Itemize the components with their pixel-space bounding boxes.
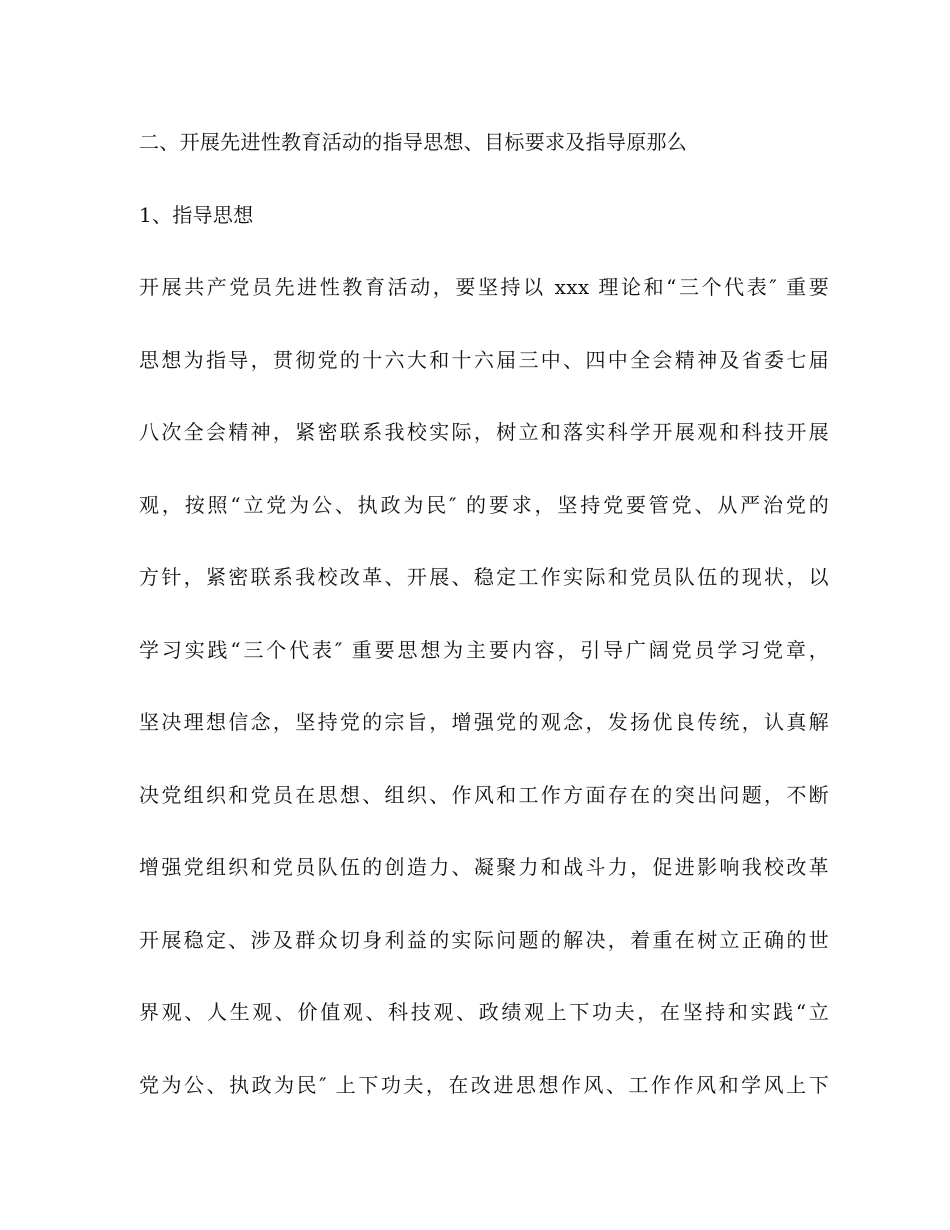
paragraph-line: 方针，紧密联系我校改革、开展、稳定工作实际和党员队伍的现状，以: [139, 565, 829, 589]
paragraph-line: 学习实践“三个代表″ 重要思想为主要内容，引导广阔党员学习党章，: [139, 637, 829, 662]
paragraph-line: 开展稳定、涉及群众切身利益的实际问题的解决，着重在树立正确的世: [139, 927, 829, 952]
paragraph-line: 开展共产党员先进性教育活动，要坚持以 xxx 理论和“三个代表″ 重要: [139, 275, 829, 299]
paragraph-line: 党为公、执政为民″ 上下功夫，在改进思想作风、工作作风和学风上下: [139, 1072, 829, 1097]
paragraph-line: 八次全会精神，紧密联系我校实际，树立和落实科学开展观和科技开展: [139, 420, 829, 444]
paragraph-line: 界观、人生观、价值观、科技观、政绩观上下功夫，在坚持和实践“立: [139, 1000, 829, 1024]
subheading: 1、指导思想: [139, 202, 254, 227]
paragraph-line: 坚决理想信念，坚持党的宗旨，增强党的观念，发扬优良传统，认真解: [139, 710, 829, 734]
paragraph-line: 观，按照“立党为公、执政为民″ 的要求，坚持党要管党、从严治党的: [139, 492, 829, 517]
paragraph-line: 增强党组织和党员队伍的创造力、凝聚力和战斗力，促进影响我校改革: [139, 855, 829, 879]
paragraph-line: 思想为指导，贯彻党的十六大和十六届三中、四中全会精神及省委七届: [139, 347, 829, 372]
document-body: [139, 123, 829, 1138]
section-heading: 二、开展先进性教育活动的指导思想、目标要求及指导原那么: [139, 130, 688, 154]
paragraph-line: 决党组织和党员在思想、组织、作风和工作方面存在的突出问题，不断: [139, 782, 829, 807]
